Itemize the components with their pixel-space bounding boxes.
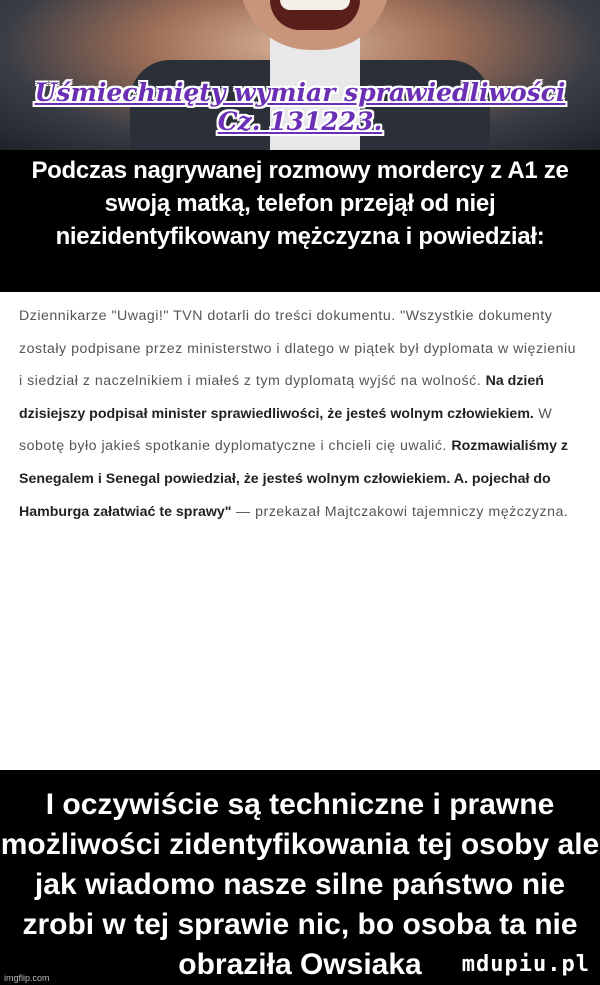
meme-title-line2: Cz. 131223. — [217, 107, 383, 136]
article-text — [0, 292, 600, 770]
article-bold-1: Na dzień dzisiejszy podpisał minister sprawiedliwości, że jesteś wolnym człowiekiem. — [19, 373, 544, 422]
headline: Podczas nagrywanej rozmowy mordercy z A1 ze swoją matką, telefon przejął od niej niezidentyfikowany mężczyzna i powiedział: — [0, 150, 600, 292]
meme-title-line1: Uśmiechnięty wymiar sprawiedliwości — [34, 78, 566, 107]
meme-title — [0, 78, 600, 136]
article-para-1: Dziennikarze "Uwagi!" TVN dotarli do treści dokumentu. "Wszystkie dokumenty zostały podpisane przez ministerstwo i dlatego w piątek był dyplomata w więzieniu i siedział z naczelnikiem i miałeś z tym dyplomatą wyjść na wolność. — [19, 308, 577, 390]
bottom-caption: I oczywiście są techniczne i prawne możliwości zidentyfikowania tej osoby ale jak wiadomo nasze silne państwo nie zrobi w tej sprawie nic, bo osoba ta nie obraziła Owsiaka — [0, 770, 600, 985]
site-watermark: mdupiu.pl — [456, 952, 596, 977]
article-para-3: — przekazał Majtczakowi tajemniczy mężczyzna. — [231, 503, 569, 520]
imgflip-credit: imgflip.com — [4, 973, 50, 983]
article-para-2: W sobotę było jakieś spotkanie dyplomatyczne i chcieli cię uwalić. — [19, 405, 553, 455]
teeth-shape — [280, 0, 350, 10]
article-bold-2: Rozmawialiśmy z Senegalem i Senegal powiedział, że jesteś wolnym człowiekiem. A. pojechał do Hamburga załatwiać te sprawy" — [19, 438, 569, 520]
